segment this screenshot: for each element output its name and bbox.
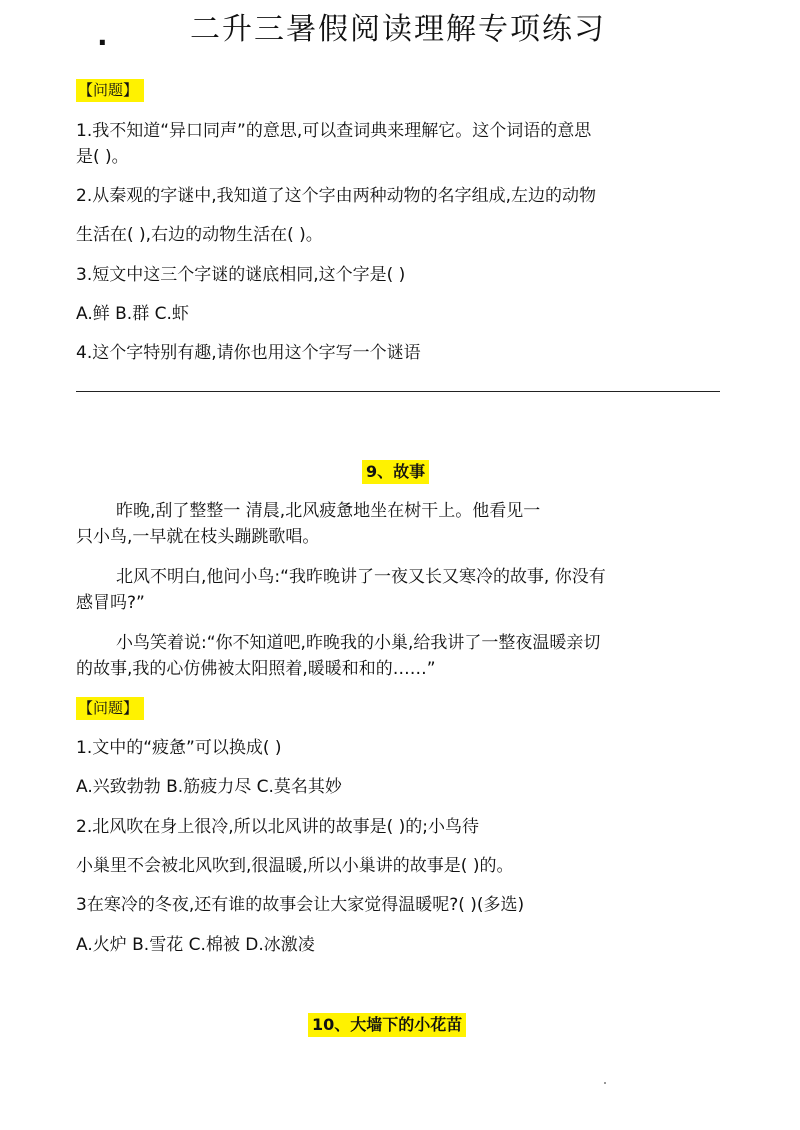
section-9-question-3-options: A.火炉 B.雪花 C.棉被 D.冰激凌 — [76, 935, 315, 955]
section-9-heading: 9、故事 — [362, 460, 429, 484]
page-title: 二升三暑假阅读理解专项练习 — [190, 12, 606, 47]
question-1-line-2: 是( )。 — [76, 147, 129, 167]
question-3: 3.短文中这三个字谜的谜底相同,这个字是( ) — [76, 265, 406, 285]
question-1-line-1: 1.我不知道“异口同声”的意思,可以查词典来理解它。这个词语的意思 — [76, 121, 592, 141]
story-paragraph-2-line-1: 北风不明白,他问小鸟:“我昨晚讲了一夜又长又寒冷的故事, 你没有 — [116, 567, 606, 587]
section-9-question-3: 3在寒冷的冬夜,还有谁的故事会让大家觉得温暖呢?( )(多选) — [76, 895, 525, 915]
question-tag: 【问题】 — [76, 79, 144, 102]
section-10-heading: 10、大墙下的小花苗 — [308, 1013, 466, 1037]
story-paragraph-2-line-2: 感冒吗?” — [76, 593, 145, 613]
answer-line — [76, 391, 720, 392]
scan-speck — [604, 1082, 606, 1084]
question-2-line-1: 2.从秦观的字谜中,我知道了这个字由两种动物的名字组成,左边的动物 — [76, 186, 597, 206]
story-paragraph-3-line-2: 的故事,我的心仿佛被太阳照着,暖暖和和的……” — [76, 659, 436, 679]
question-4: 4.这个字特别有趣,请你也用这个字写一个谜语 — [76, 343, 421, 363]
title-dot: . — [97, 19, 108, 52]
story-paragraph-1-line-2: 只小鸟,一早就在枝头蹦跳歌唱。 — [76, 527, 320, 547]
question-2-line-2: 生活在( ),右边的动物生活在( )。 — [76, 225, 323, 245]
section-9-question-2-line-1: 2.北风吹在身上很冷,所以北风讲的故事是( )的;小鸟待 — [76, 817, 480, 837]
section-9-question-2-line-2: 小巢里不会被北风吹到,很温暖,所以小巢讲的故事是( )的。 — [76, 856, 514, 876]
question-3-options: A.鲜 B.群 C.虾 — [76, 304, 189, 324]
section-9-question-1-options: A.兴致勃勃 B.筋疲力尽 C.莫名其妙 — [76, 777, 342, 797]
question-tag-2: 【问题】 — [76, 697, 144, 720]
story-paragraph-3-line-1: 小鸟笑着说:“你不知道吧,昨晚我的小巢,给我讲了一整夜温暖亲切 — [116, 633, 601, 653]
section-9-question-1: 1.文中的“疲惫”可以换成( ) — [76, 738, 282, 758]
story-paragraph-1-line-1: 昨晚,刮了整整一 清晨,北风疲惫地坐在树干上。他看见一 — [116, 501, 541, 521]
